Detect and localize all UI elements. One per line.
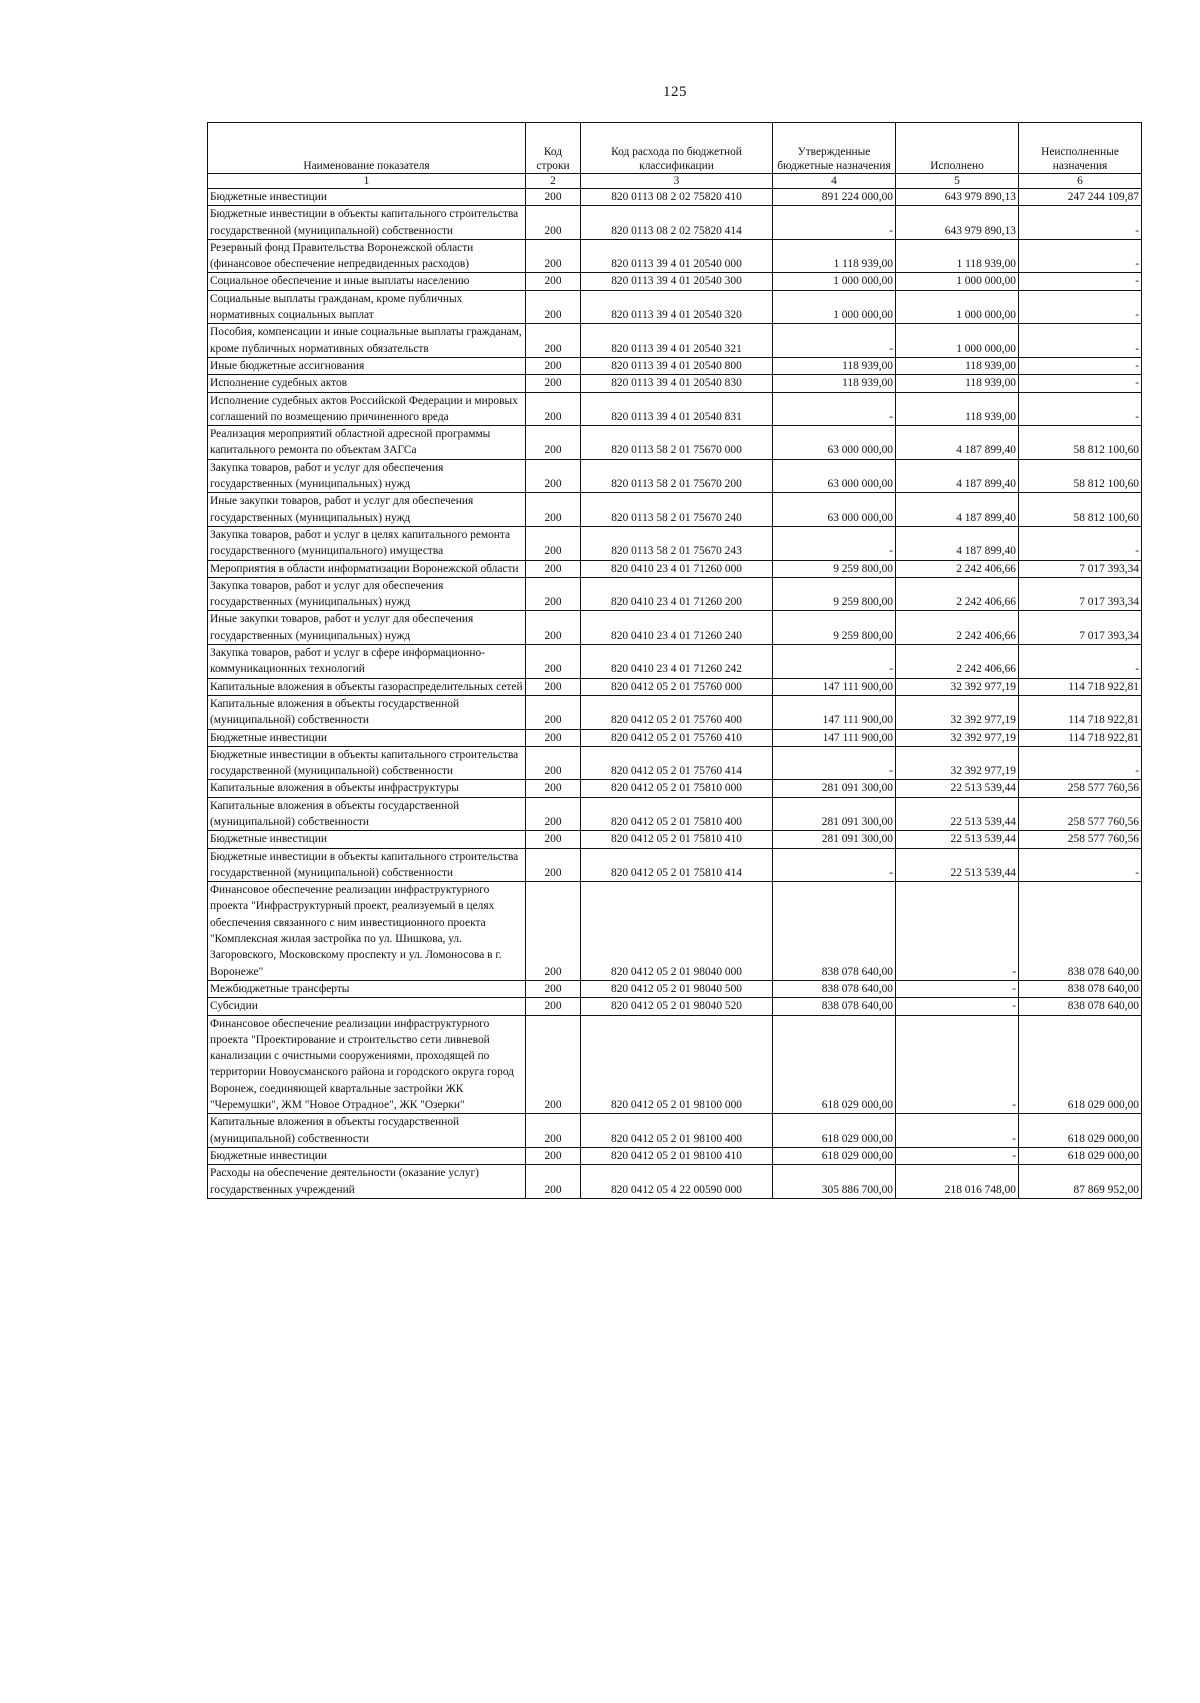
row-unexecuted: 838 078 640,00 bbox=[1019, 998, 1142, 1015]
row-unexecuted: 838 078 640,00 bbox=[1019, 980, 1142, 997]
row-line-code: 200 bbox=[526, 780, 581, 797]
table-row bbox=[208, 980, 1142, 997]
row-unexecuted: 618 029 000,00 bbox=[1019, 1015, 1142, 1114]
row-line-code: 200 bbox=[526, 392, 581, 426]
row-budget-code: 820 0113 58 2 01 75670 200 bbox=[581, 459, 773, 493]
table-row bbox=[208, 746, 1142, 780]
row-executed: 22 513 539,44 bbox=[896, 797, 1019, 831]
header-row bbox=[208, 123, 1142, 174]
row-approved: 147 111 900,00 bbox=[773, 678, 896, 695]
row-name: Бюджетные инвестиции в объекты капитального строительства государственной (муниципальной) собственности bbox=[208, 848, 526, 882]
row-unexecuted: - bbox=[1019, 273, 1142, 290]
row-budget-code: 820 0113 39 4 01 20540 000 bbox=[581, 239, 773, 273]
row-budget-code: 820 0412 05 2 01 75760 414 bbox=[581, 746, 773, 780]
row-name: Иные закупки товаров, работ и услуг для обеспечения государственных (муниципальных) нужд bbox=[208, 493, 526, 527]
table-row bbox=[208, 882, 1142, 981]
row-name: Бюджетные инвестиции bbox=[208, 729, 526, 746]
row-line-code: 200 bbox=[526, 1015, 581, 1114]
header-name: Наименование показателя bbox=[208, 123, 526, 174]
table-row bbox=[208, 780, 1142, 797]
row-approved: 891 224 000,00 bbox=[773, 189, 896, 206]
row-unexecuted: - bbox=[1019, 239, 1142, 273]
row-executed: 22 513 539,44 bbox=[896, 780, 1019, 797]
row-name: Бюджетные инвестиции в объекты капитального строительства государственной (муниципальной) собственности bbox=[208, 746, 526, 780]
table-row bbox=[208, 459, 1142, 493]
row-approved: - bbox=[773, 848, 896, 882]
row-line-code: 200 bbox=[526, 273, 581, 290]
row-unexecuted: 258 577 760,56 bbox=[1019, 831, 1142, 848]
row-line-code: 200 bbox=[526, 678, 581, 695]
row-name: Исполнение судебных актов bbox=[208, 375, 526, 392]
row-approved: - bbox=[773, 206, 896, 240]
row-line-code: 200 bbox=[526, 560, 581, 577]
header-budget-code: Код расхода по бюджетной классификации bbox=[581, 123, 773, 174]
row-line-code: 200 bbox=[526, 375, 581, 392]
row-name: Исполнение судебных актов Российской Федерации и мировых соглашений по возмещению причиненного вреда bbox=[208, 392, 526, 426]
row-unexecuted: 58 812 100,60 bbox=[1019, 493, 1142, 527]
row-budget-code: 820 0113 39 4 01 20540 321 bbox=[581, 324, 773, 358]
row-executed: 118 939,00 bbox=[896, 357, 1019, 374]
row-name: Капитальные вложения в объекты государственной (муниципальной) собственности bbox=[208, 695, 526, 729]
row-name: Резервный фонд Правительства Воронежской области (финансовое обеспечение непредвиденных расходов) bbox=[208, 239, 526, 273]
row-unexecuted: - bbox=[1019, 645, 1142, 679]
column-number-row bbox=[208, 174, 1142, 189]
column-number: 4 bbox=[773, 174, 896, 189]
row-approved: - bbox=[773, 324, 896, 358]
row-unexecuted: - bbox=[1019, 392, 1142, 426]
row-unexecuted: - bbox=[1019, 848, 1142, 882]
row-line-code: 200 bbox=[526, 645, 581, 679]
row-approved: 281 091 300,00 bbox=[773, 780, 896, 797]
row-budget-code: 820 0113 58 2 01 75670 240 bbox=[581, 493, 773, 527]
row-name: Финансовое обеспечение реализации инфраструктурного проекта "Проектирование и строительство сети ливневой канализации с очистными сооружениями, проходящей по территории Новоусманского района и городского округа город Воронеж, соединяющей квартальные застройки ЖК "Черемушки", ЖМ "Новое Отрадное", ЖК "Озерки" bbox=[208, 1015, 526, 1114]
row-name: Пособия, компенсации и иные социальные выплаты гражданам, кроме публичных нормативных обязательств bbox=[208, 324, 526, 358]
row-budget-code: 820 0113 58 2 01 75670 243 bbox=[581, 526, 773, 560]
row-approved: 63 000 000,00 bbox=[773, 493, 896, 527]
row-unexecuted: - bbox=[1019, 290, 1142, 324]
row-executed: 4 187 899,40 bbox=[896, 493, 1019, 527]
row-approved: 1 118 939,00 bbox=[773, 239, 896, 273]
table-body bbox=[208, 189, 1142, 1199]
row-unexecuted: 838 078 640,00 bbox=[1019, 882, 1142, 981]
table-row bbox=[208, 206, 1142, 240]
row-executed: - bbox=[896, 980, 1019, 997]
row-budget-code: 820 0412 05 2 01 75810 414 bbox=[581, 848, 773, 882]
column-number: 2 bbox=[526, 174, 581, 189]
column-number: 3 bbox=[581, 174, 773, 189]
row-budget-code: 820 0412 05 2 01 98040 520 bbox=[581, 998, 773, 1015]
row-unexecuted: 258 577 760,56 bbox=[1019, 797, 1142, 831]
row-executed: 2 242 406,66 bbox=[896, 560, 1019, 577]
row-unexecuted: - bbox=[1019, 357, 1142, 374]
row-name: Бюджетные инвестиции bbox=[208, 1147, 526, 1164]
table-row bbox=[208, 375, 1142, 392]
row-approved: 63 000 000,00 bbox=[773, 426, 896, 460]
row-budget-code: 820 0412 05 2 01 75810 000 bbox=[581, 780, 773, 797]
table-row bbox=[208, 695, 1142, 729]
table-row bbox=[208, 526, 1142, 560]
row-line-code: 200 bbox=[526, 797, 581, 831]
row-line-code: 200 bbox=[526, 746, 581, 780]
row-approved: 618 029 000,00 bbox=[773, 1147, 896, 1164]
row-line-code: 200 bbox=[526, 695, 581, 729]
row-line-code: 200 bbox=[526, 426, 581, 460]
row-approved: 9 259 800,00 bbox=[773, 577, 896, 611]
column-number: 1 bbox=[208, 174, 526, 189]
row-line-code: 200 bbox=[526, 526, 581, 560]
row-unexecuted: 7 017 393,34 bbox=[1019, 560, 1142, 577]
row-executed: 22 513 539,44 bbox=[896, 831, 1019, 848]
row-budget-code: 820 0412 05 2 01 75760 400 bbox=[581, 695, 773, 729]
row-line-code: 200 bbox=[526, 290, 581, 324]
row-line-code: 200 bbox=[526, 882, 581, 981]
table-row bbox=[208, 290, 1142, 324]
table-row bbox=[208, 848, 1142, 882]
table-row bbox=[208, 273, 1142, 290]
column-number: 6 bbox=[1019, 174, 1142, 189]
budget-execution-table bbox=[207, 122, 1142, 1199]
row-line-code: 200 bbox=[526, 998, 581, 1015]
row-unexecuted: - bbox=[1019, 375, 1142, 392]
row-approved: 618 029 000,00 bbox=[773, 1114, 896, 1148]
table-row bbox=[208, 1165, 1142, 1199]
row-line-code: 200 bbox=[526, 493, 581, 527]
row-name: Бюджетные инвестиции bbox=[208, 831, 526, 848]
row-approved: 305 886 700,00 bbox=[773, 1165, 896, 1199]
row-name: Закупка товаров, работ и услуг в целях капитального ремонта государственного (муниципального) имущества bbox=[208, 526, 526, 560]
row-unexecuted: 114 718 922,81 bbox=[1019, 729, 1142, 746]
row-budget-code: 820 0412 05 2 01 75810 410 bbox=[581, 831, 773, 848]
row-executed: 2 242 406,66 bbox=[896, 645, 1019, 679]
row-executed: 32 392 977,19 bbox=[896, 678, 1019, 695]
header-approved: Утвержденные бюджетные назначения bbox=[773, 123, 896, 174]
table-row bbox=[208, 239, 1142, 273]
table-row bbox=[208, 678, 1142, 695]
table-row bbox=[208, 1114, 1142, 1148]
row-name: Финансовое обеспечение реализации инфраструктурного проекта "Инфраструктурный проект, реализуемый в целях обеспечения связанного с ним инвестиционного проекта "Комплексная жилая застройка по ул. Шишкова, ул. Загоровского, Московскому проспекту и ул. Ломоносова в г. Воронеже" bbox=[208, 882, 526, 981]
row-approved: 281 091 300,00 bbox=[773, 831, 896, 848]
row-approved: 1 000 000,00 bbox=[773, 290, 896, 324]
row-executed: 118 939,00 bbox=[896, 375, 1019, 392]
table-row bbox=[208, 392, 1142, 426]
row-approved: - bbox=[773, 392, 896, 426]
row-executed: 1 000 000,00 bbox=[896, 324, 1019, 358]
page-number: 125 bbox=[663, 84, 687, 100]
row-budget-code: 820 0113 39 4 01 20540 300 bbox=[581, 273, 773, 290]
row-unexecuted: 114 718 922,81 bbox=[1019, 695, 1142, 729]
table-row bbox=[208, 611, 1142, 645]
row-executed: 22 513 539,44 bbox=[896, 848, 1019, 882]
row-line-code: 200 bbox=[526, 831, 581, 848]
row-approved: 118 939,00 bbox=[773, 357, 896, 374]
row-executed: 4 187 899,40 bbox=[896, 459, 1019, 493]
row-executed: 643 979 890,13 bbox=[896, 189, 1019, 206]
row-executed: 32 392 977,19 bbox=[896, 729, 1019, 746]
row-executed: 1 000 000,00 bbox=[896, 273, 1019, 290]
row-executed: 643 979 890,13 bbox=[896, 206, 1019, 240]
row-unexecuted: 7 017 393,34 bbox=[1019, 577, 1142, 611]
row-executed: - bbox=[896, 1114, 1019, 1148]
row-budget-code: 820 0412 05 2 01 98100 000 bbox=[581, 1015, 773, 1114]
row-budget-code: 820 0113 39 4 01 20540 831 bbox=[581, 392, 773, 426]
row-name: Бюджетные инвестиции bbox=[208, 189, 526, 206]
row-line-code: 200 bbox=[526, 357, 581, 374]
row-budget-code: 820 0113 39 4 01 20540 830 bbox=[581, 375, 773, 392]
row-line-code: 200 bbox=[526, 611, 581, 645]
row-name: Межбюджетные трансферты bbox=[208, 980, 526, 997]
row-unexecuted: 618 029 000,00 bbox=[1019, 1147, 1142, 1164]
row-budget-code: 820 0412 05 2 01 98040 500 bbox=[581, 980, 773, 997]
row-budget-code: 820 0113 39 4 01 20540 800 bbox=[581, 357, 773, 374]
row-budget-code: 820 0410 23 4 01 71260 000 bbox=[581, 560, 773, 577]
row-executed: - bbox=[896, 882, 1019, 981]
row-approved: 838 078 640,00 bbox=[773, 980, 896, 997]
row-budget-code: 820 0412 05 2 01 75760 000 bbox=[581, 678, 773, 695]
table-row bbox=[208, 1015, 1142, 1114]
row-budget-code: 820 0412 05 2 01 98040 000 bbox=[581, 882, 773, 981]
row-budget-code: 820 0113 08 2 02 75820 410 bbox=[581, 189, 773, 206]
row-budget-code: 820 0113 39 4 01 20540 320 bbox=[581, 290, 773, 324]
table-row bbox=[208, 324, 1142, 358]
table-row bbox=[208, 560, 1142, 577]
row-unexecuted: - bbox=[1019, 526, 1142, 560]
row-name: Закупка товаров, работ и услуг для обеспечения государственных (муниципальных) нужд bbox=[208, 459, 526, 493]
row-name: Реализация мероприятий областной адресной программы капитального ремонта по объектам ЗАГСа bbox=[208, 426, 526, 460]
row-executed: - bbox=[896, 1147, 1019, 1164]
header-unexecuted: Неисполненные назначения bbox=[1019, 123, 1142, 174]
row-line-code: 200 bbox=[526, 1114, 581, 1148]
row-name: Иные бюджетные ассигнования bbox=[208, 357, 526, 374]
row-budget-code: 820 0113 58 2 01 75670 000 bbox=[581, 426, 773, 460]
row-executed: 1 000 000,00 bbox=[896, 290, 1019, 324]
table-row bbox=[208, 729, 1142, 746]
row-approved: 9 259 800,00 bbox=[773, 560, 896, 577]
table-row bbox=[208, 645, 1142, 679]
row-name: Иные закупки товаров, работ и услуг для обеспечения государственных (муниципальных) нужд bbox=[208, 611, 526, 645]
row-name: Капитальные вложения в объекты государственной (муниципальной) собственности bbox=[208, 797, 526, 831]
row-executed: 1 118 939,00 bbox=[896, 239, 1019, 273]
row-approved: 281 091 300,00 bbox=[773, 797, 896, 831]
row-name: Капитальные вложения в объекты государственной (муниципальной) собственности bbox=[208, 1114, 526, 1148]
table-row bbox=[208, 577, 1142, 611]
table-row bbox=[208, 831, 1142, 848]
row-line-code: 200 bbox=[526, 729, 581, 746]
row-approved: 147 111 900,00 bbox=[773, 729, 896, 746]
row-executed: 32 392 977,19 bbox=[896, 746, 1019, 780]
row-unexecuted: 618 029 000,00 bbox=[1019, 1114, 1142, 1148]
row-executed: - bbox=[896, 998, 1019, 1015]
row-executed: - bbox=[896, 1015, 1019, 1114]
table-row bbox=[208, 189, 1142, 206]
table-row bbox=[208, 998, 1142, 1015]
row-unexecuted: 258 577 760,56 bbox=[1019, 780, 1142, 797]
row-unexecuted: - bbox=[1019, 324, 1142, 358]
row-name: Капитальные вложения в объекты инфраструктуры bbox=[208, 780, 526, 797]
row-approved: 618 029 000,00 bbox=[773, 1015, 896, 1114]
row-line-code: 200 bbox=[526, 324, 581, 358]
row-budget-code: 820 0412 05 2 01 98100 400 bbox=[581, 1114, 773, 1148]
table-row bbox=[208, 426, 1142, 460]
row-line-code: 200 bbox=[526, 577, 581, 611]
row-approved: 9 259 800,00 bbox=[773, 611, 896, 645]
row-budget-code: 820 0410 23 4 01 71260 200 bbox=[581, 577, 773, 611]
row-budget-code: 820 0412 05 4 22 00590 000 bbox=[581, 1165, 773, 1199]
row-unexecuted: 247 244 109,87 bbox=[1019, 189, 1142, 206]
row-unexecuted: 58 812 100,60 bbox=[1019, 426, 1142, 460]
row-executed: 2 242 406,66 bbox=[896, 577, 1019, 611]
row-executed: 218 016 748,00 bbox=[896, 1165, 1019, 1199]
row-line-code: 200 bbox=[526, 1165, 581, 1199]
row-line-code: 200 bbox=[526, 189, 581, 206]
row-name: Расходы на обеспечение деятельности (оказание услуг) государственных учреждений bbox=[208, 1165, 526, 1199]
row-executed: 118 939,00 bbox=[896, 392, 1019, 426]
row-name: Социальное обеспечение и иные выплаты населению bbox=[208, 273, 526, 290]
row-executed: 4 187 899,40 bbox=[896, 426, 1019, 460]
row-approved: 838 078 640,00 bbox=[773, 882, 896, 981]
row-line-code: 200 bbox=[526, 848, 581, 882]
row-line-code: 200 bbox=[526, 1147, 581, 1164]
row-name: Капитальные вложения в объекты газораспределительных сетей bbox=[208, 678, 526, 695]
row-line-code: 200 bbox=[526, 206, 581, 240]
header-line-code: Код строки bbox=[526, 123, 581, 174]
column-number: 5 bbox=[896, 174, 1019, 189]
row-line-code: 200 bbox=[526, 459, 581, 493]
row-budget-code: 820 0412 05 2 01 98100 410 bbox=[581, 1147, 773, 1164]
row-executed: 2 242 406,66 bbox=[896, 611, 1019, 645]
row-approved: - bbox=[773, 645, 896, 679]
row-name: Закупка товаров, работ и услуг для обеспечения государственных (муниципальных) нужд bbox=[208, 577, 526, 611]
row-unexecuted: 114 718 922,81 bbox=[1019, 678, 1142, 695]
row-line-code: 200 bbox=[526, 239, 581, 273]
table-row bbox=[208, 797, 1142, 831]
row-name: Бюджетные инвестиции в объекты капитального строительства государственной (муниципальной) собственности bbox=[208, 206, 526, 240]
row-approved: - bbox=[773, 746, 896, 780]
row-budget-code: 820 0412 05 2 01 75810 400 bbox=[581, 797, 773, 831]
row-name: Субсидии bbox=[208, 998, 526, 1015]
row-unexecuted: - bbox=[1019, 746, 1142, 780]
row-unexecuted: 58 812 100,60 bbox=[1019, 459, 1142, 493]
row-budget-code: 820 0410 23 4 01 71260 240 bbox=[581, 611, 773, 645]
row-unexecuted: 7 017 393,34 bbox=[1019, 611, 1142, 645]
row-budget-code: 820 0412 05 2 01 75760 410 bbox=[581, 729, 773, 746]
table-row bbox=[208, 357, 1142, 374]
row-name: Закупка товаров, работ и услуг в сфере информационно-коммуникационных технологий bbox=[208, 645, 526, 679]
row-budget-code: 820 0410 23 4 01 71260 242 bbox=[581, 645, 773, 679]
row-unexecuted: - bbox=[1019, 206, 1142, 240]
row-executed: 4 187 899,40 bbox=[896, 526, 1019, 560]
header-executed: Исполнено bbox=[896, 123, 1019, 174]
row-unexecuted: 87 869 952,00 bbox=[1019, 1165, 1142, 1199]
table-row bbox=[208, 493, 1142, 527]
row-name: Мероприятия в области информатизации Воронежской области bbox=[208, 560, 526, 577]
row-executed: 32 392 977,19 bbox=[896, 695, 1019, 729]
row-approved: 1 000 000,00 bbox=[773, 273, 896, 290]
row-approved: 838 078 640,00 bbox=[773, 998, 896, 1015]
row-approved: 118 939,00 bbox=[773, 375, 896, 392]
table-row bbox=[208, 1147, 1142, 1164]
row-name: Социальные выплаты гражданам, кроме публичных нормативных социальных выплат bbox=[208, 290, 526, 324]
row-approved: 147 111 900,00 bbox=[773, 695, 896, 729]
row-approved: - bbox=[773, 526, 896, 560]
row-budget-code: 820 0113 08 2 02 75820 414 bbox=[581, 206, 773, 240]
row-line-code: 200 bbox=[526, 980, 581, 997]
row-approved: 63 000 000,00 bbox=[773, 459, 896, 493]
